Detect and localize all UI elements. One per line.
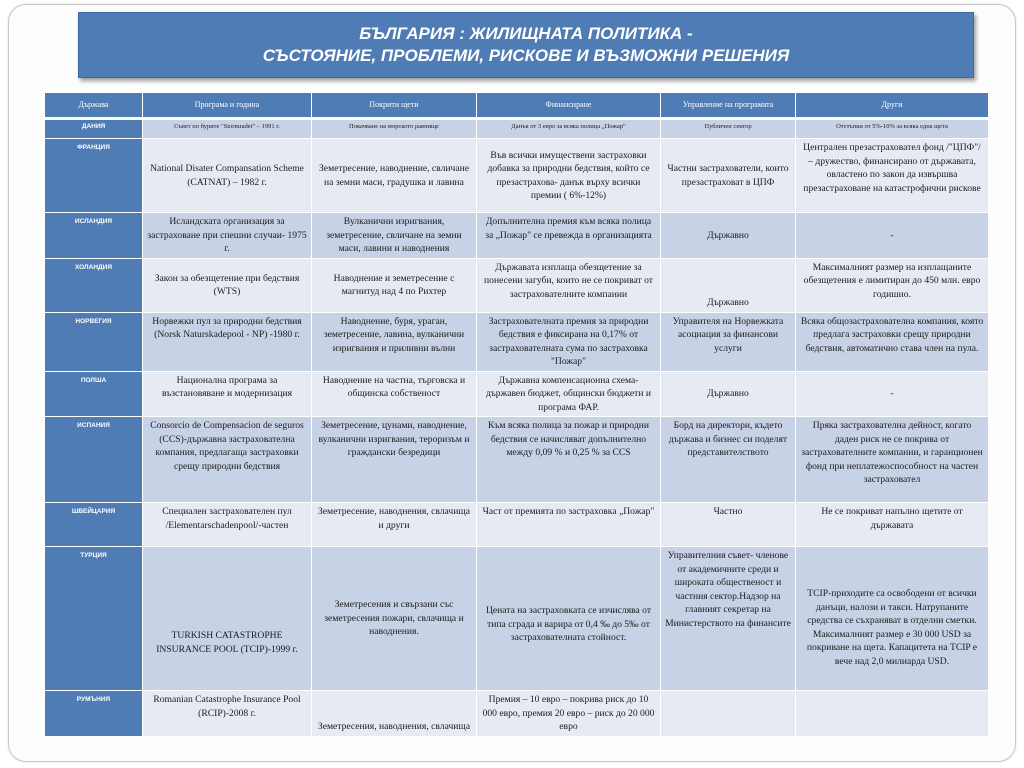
program-cell: National Disater Compansation Scheme (CATNAT) – 1982 г.	[143, 139, 312, 213]
coverage-cell: Наводнение, буря, ураган, земетресение, лавина, вулканични изригвания и приливни вълни	[312, 312, 477, 371]
program-cell: Национална програма за възстановяване и модернизация	[143, 371, 312, 417]
financing-cell: Допълнителна премия към всяка полица за „Пожар" се превежда в организацията	[477, 213, 661, 259]
other-cell: Централен презастраховател фонд /"ЦПФ"/ – дружество, финансирано от държавата, овластено по закон да извършва презастраховане на катастрофични рискове	[796, 139, 989, 213]
financing-cell: Премия – 10 евро – покрива риск до 10 000 евро, премия 20 евро – риск до 20 000 евро	[477, 691, 661, 737]
management-cell: Частни застрахователи, които презастраховат в ЦПФ	[661, 139, 796, 213]
table-row	[45, 371, 989, 417]
management-cell	[661, 691, 796, 737]
management-cell: Публичен сектор	[661, 119, 796, 139]
other-cell: Всяка общозастрахователна компания, която предлага застраховки срещу природни бедствия, автоматично става член на пула.	[796, 312, 989, 371]
table-row	[45, 213, 989, 259]
coverage-cell: Земетресение, наводнения, свлачища и други	[312, 503, 477, 547]
other-cell: Пряка застрахователна дейност, когато даден риск не се покрива от застрахователните компании, и гаранционен фонд при неплатежоспособност на частен застраховател	[796, 417, 989, 503]
country-cell: ИСПАНИЯ	[45, 417, 143, 503]
header-financing: Финансиране	[477, 93, 661, 119]
table-row	[45, 547, 989, 691]
coverage-cell: Покачване на морското равнище	[312, 119, 477, 139]
country-cell: ИСЛАНДИЯ	[45, 213, 143, 259]
other-cell: -	[796, 213, 989, 259]
coverage-cell: Вулканични изригвания, земетресение, свличане на земни маси, лавини и наводнения	[312, 213, 477, 259]
country-cell: НОРВЕГИЯ	[45, 312, 143, 371]
header-other: Други	[796, 93, 989, 119]
financing-cell: Застрахователната премия за природни бедствия е фиксирана на 0,17% от застрахователната сума по застраховка "Пожар"	[477, 312, 661, 371]
financing-cell: Във всички имуществени застраховки добавка за природни бедствия, който се презастрахова- данък върху всички премии ( 6%-12%)	[477, 139, 661, 213]
country-cell: ШВЕЙЦАРИЯ	[45, 503, 143, 547]
country-cell: ДАНИЯ	[45, 119, 143, 139]
other-cell: TCIP-приходите са освободени от всички данъци, налози и такси. Натрупаните средства се съхраняват в отделни сметки. Максималният размер е 30 000 USD за покриване на щета. Капацитета на TCIP е вече над 2,0 милиарда USD.	[796, 547, 989, 691]
management-cell: Държавно	[661, 213, 796, 259]
management-cell: Управителния съвет- членове от академичните среди и широката общественост и частния сектор.Надзор на главният секретар на Министерството на финансите	[661, 547, 796, 691]
management-cell: Държавно	[661, 258, 796, 312]
country-cell: ФРАНЦИЯ	[45, 139, 143, 213]
coverage-cell: Земетресения и свързани със земетресения пожари, свлачища и наводнения.	[312, 547, 477, 691]
financing-cell: Данък от 3 евро за всяка полица „Пожар"	[477, 119, 661, 139]
financing-cell: Към всяка полица за пожар и природни бедствия се начисляват допълнително между 0,09 % и 0,25 % за CCS	[477, 417, 661, 503]
country-cell: ХОЛАНДИЯ	[45, 258, 143, 312]
table-row	[45, 691, 989, 737]
header-coverage: Покрити щети	[312, 93, 477, 119]
country-cell: ТУРЦИЯ	[45, 547, 143, 691]
table-row	[45, 119, 989, 139]
management-cell: Борд на директори, където държава и бизнес си поделят представителството	[661, 417, 796, 503]
management-cell: Държавно	[661, 371, 796, 417]
financing-cell: Държавата изплаща обезщетение за понесени загуби, които не се покриват от застрахователните компании	[477, 258, 661, 312]
program-cell: Специален застрахователен пул /Elementarschadenpool/-частен	[143, 503, 312, 547]
program-cell: Закон за обезщетение при бедствия (WTS)	[143, 258, 312, 312]
header-program: Програма и година	[143, 93, 312, 119]
coverage-cell: Земетресение, цунами, наводнение, вулканични изригвания, тероризъм и граждански безредици	[312, 417, 477, 503]
other-cell	[796, 691, 989, 737]
coverage-cell: Земетресение, наводнение, свличане на земни маси, градушка и лавина	[312, 139, 477, 213]
insurance-schemes-table	[44, 92, 989, 737]
slide-title	[78, 12, 974, 78]
program-cell: TURKISH CATASTROPHE INSURANCE POOL (TCIP)-1999 г.	[143, 547, 312, 691]
coverage-cell: Наводнение и земетресение с магнитуд над 4 по Рихтер	[312, 258, 477, 312]
table-header-row	[45, 93, 989, 119]
financing-cell: Цената на застраховката се изчислява от типа сграда и варира от 0,4 ‰ до 5‰ от застрахователната стойност.	[477, 547, 661, 691]
program-cell: Romanian Catastrophe Insurance Pool (RCIP)-2008 г.	[143, 691, 312, 737]
program-cell: Исландската организация за застраховане при спешни случаи- 1975 г.	[143, 213, 312, 259]
other-cell: Не се покриват напълно щетите от държавата	[796, 503, 989, 547]
header-management: Управление на програмата	[661, 93, 796, 119]
other-cell: Максималният размер на изплащаните обезщетения е лимитиран до 450 млн. евро годишно.	[796, 258, 989, 312]
management-cell: Частно	[661, 503, 796, 547]
title-line-2: СЪСТОЯНИЕ, ПРОБЛЕМИ, РИСКОВЕ И ВЪЗМОЖНИ РЕШЕНИЯ	[262, 46, 790, 65]
financing-cell: Част от премията по застраховка „Пожар"	[477, 503, 661, 547]
coverage-cell: Земетресения, наводнения, свлачища	[312, 691, 477, 737]
table-row	[45, 417, 989, 503]
program-cell: Consorcio de Compensacion de seguros (CCS)-държавна застрахователна компания, предлагаща застраховки срещу природни бедствия	[143, 417, 312, 503]
table-row	[45, 312, 989, 371]
program-cell: Норвежки пул за природни бедствия (Norsk Naturskadepool - NP) -1980 г.	[143, 312, 312, 371]
table-row	[45, 258, 989, 312]
table-row	[45, 503, 989, 547]
coverage-cell: Наводнение на частна, търговска и общинска собственост	[312, 371, 477, 417]
financing-cell: Държавна компенсационна схема- държавен бюджет, общински бюджети и програма ФАР.	[477, 371, 661, 417]
country-cell: ПОЛША	[45, 371, 143, 417]
header-country: Държава	[45, 93, 143, 119]
management-cell: Управителя на Норвежката асоциация за финансови услуги	[661, 312, 796, 371]
country-cell: РУМЪНИЯ	[45, 691, 143, 737]
title-line-1: БЪЛГАРИЯ : ЖИЛИЩНАТА ПОЛИТИКА -	[359, 24, 693, 43]
program-cell: Съвет по бурите "Stormradet" – 1991 г.	[143, 119, 312, 139]
table-row	[45, 139, 989, 213]
other-cell: -	[796, 371, 989, 417]
other-cell: Отстъпки от 5%-10% за всяка една щета	[796, 119, 989, 139]
